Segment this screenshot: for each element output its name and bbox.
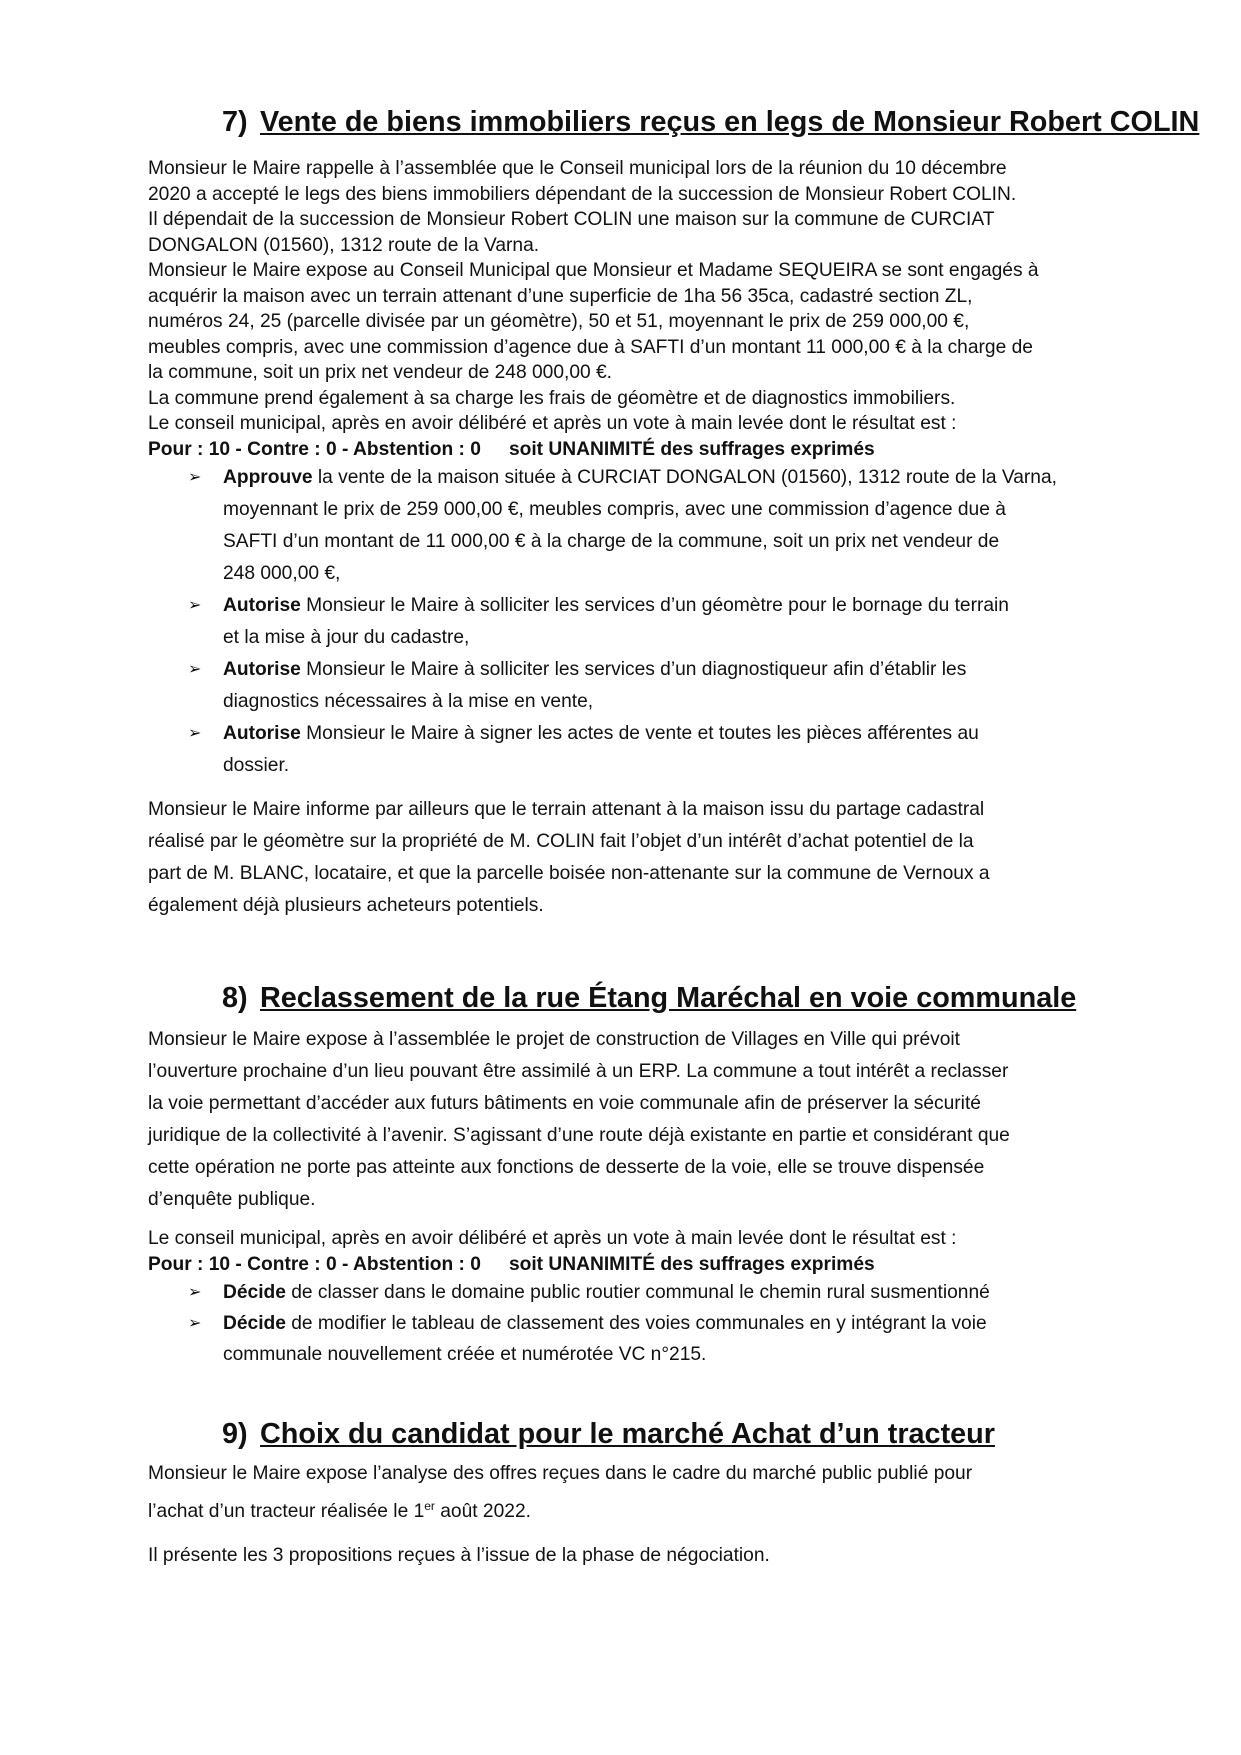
decision-item (188, 654, 1108, 718)
section-number: 9) (222, 1418, 248, 1450)
text-fragment: l’achat d’un tracteur réalisée le 1 (148, 1501, 425, 1522)
text-line: Le conseil municipal, après en avoir délibéré et après un vote à main levée dont le résultat est : (148, 413, 957, 434)
arrowhead-bullet-icon: ➢ (188, 597, 202, 614)
decision-text: SAFTI d’un montant de 11 000,00 € à la charge de la commune, soit un prix net vendeur de (223, 531, 1000, 552)
decision-text: de modifier le tableau de classement des voies communales en y intégrant la voie (285, 1313, 987, 1334)
decision-item (188, 1277, 1108, 1308)
text-line: cette opération ne porte pas atteinte aux fonctions de desserte de la voie, elle se trouve dispensée (148, 1157, 985, 1178)
section-title: Vente de biens immobiliers reçus en legs de Monsieur Robert COLIN (260, 106, 1200, 138)
vote-count: Pour : 10 - Contre : 0 - Abstention : 0 (148, 438, 481, 460)
decision-verb: Décide (223, 1282, 286, 1303)
decision-item (188, 590, 1108, 654)
decision-item (188, 1308, 1108, 1370)
decision-text: moyennant le prix de 259 000,00 €, meubles compris, avec une commission d’agence due à (223, 499, 1006, 520)
section-8-paragraph (148, 1024, 1108, 1216)
vote-result: soit UNANIMITÉ des suffrages exprimés (508, 438, 875, 460)
decision-text: communale nouvellement créée et numérotée VC n°215. (223, 1344, 707, 1365)
section-7-paragraph (148, 156, 1108, 437)
text-line: réalisé par le géomètre sur la propriété de M. COLIN fait l’objet d’un intérêt d’achat potentiel de la (148, 831, 974, 852)
vote-result-line (148, 1252, 1108, 1278)
text-fragment: août 2022. (434, 1501, 531, 1522)
decision-text: diagnostics nécessaires à la mise en vente, (223, 691, 594, 712)
document-page (148, 106, 1200, 1572)
section-7-heading (222, 106, 1200, 138)
text-line: l’ouverture prochaine d’un lieu pouvant être assimilé à un ERP. La commune a tout intérêt a reclasser (148, 1061, 1009, 1082)
text-line: acquérir la maison avec un terrain attenant d’une superficie de 1ha 56 35ca, cadastré section ZL, (148, 285, 973, 307)
arrowhead-bullet-icon: ➢ (188, 469, 202, 486)
text-line: DONGALON (01560), 1312 route de la Varna. (148, 234, 540, 256)
ordinal-superscript: er (424, 1499, 435, 1513)
arrowhead-bullet-icon: ➢ (188, 725, 202, 742)
decision-text: Monsieur le Maire à signer les actes de vente et toutes les pièces afférentes au (300, 723, 979, 744)
section-7-closing (148, 794, 1108, 922)
text-line: Monsieur le Maire informe par ailleurs que le terrain attenant à la maison issu du partage cadastral (148, 799, 985, 820)
text-line: Il présente les 3 propositions reçues à l’issue de la phase de négociation. (148, 1545, 770, 1566)
section-7-decisions (148, 462, 1108, 782)
section-title: Choix du candidat pour le marché Achat d’un tracteur (260, 1418, 995, 1450)
decision-text: de classer dans le domaine public routier communal le chemin rural susmentionné (285, 1282, 990, 1303)
decision-text: Monsieur le Maire à solliciter les services d’un géomètre pour le bornage du terrain (300, 595, 1009, 616)
text-line: Monsieur le Maire expose au Conseil Municipal que Monsieur et Madame SEQUEIRA se sont engagés à (148, 260, 1039, 281)
decision-text: Monsieur le Maire à solliciter les services d’un diagnostiqueur afin d’établir les (300, 659, 967, 680)
decision-text: la vente de la maison située à CURCIAT DONGALON (01560), 1312 route de la Varna, (312, 467, 1057, 488)
section-9-heading (222, 1420, 1108, 1448)
vote-result: soit UNANIMITÉ des suffrages exprimés (508, 1253, 875, 1275)
vote-result-line (148, 437, 1108, 463)
decision-text: dossier. (223, 755, 290, 776)
text-line: Monsieur le Maire expose à l’assemblée le projet de construction de Villages en Ville qui prévoit (148, 1029, 961, 1050)
decision-verb: Autorise (223, 659, 301, 680)
decision-verb: Autorise (223, 723, 301, 744)
section-number: 8) (222, 982, 248, 1014)
decision-verb: Autorise (223, 595, 301, 616)
decision-text: 248 000,00 €, (223, 563, 341, 584)
text-line: la commune, soit un prix net vendeur de 248 000,00 €. (148, 362, 612, 383)
section-8-decisions (148, 1277, 1108, 1370)
arrowhead-bullet-icon: ➢ (188, 1315, 202, 1332)
text-line (148, 1490, 1108, 1528)
decision-verb: Approuve (223, 467, 313, 488)
section-8-heading (222, 984, 1108, 1012)
arrowhead-bullet-icon: ➢ (188, 661, 202, 678)
text-line: Il dépendait de la succession de Monsieur Robert COLIN une maison sur la commune de CURCIAT (148, 209, 995, 230)
text-line: également déjà plusieurs acheteurs potentiels. (148, 895, 544, 916)
text-line: numéros 24, 25 (parcelle divisée par un géomètre), 50 et 51, moyennant le prix de 259 000,00 €, (148, 311, 970, 332)
text-line: Monsieur le Maire expose l’analyse des offres reçues dans le cadre du marché public publié pour (148, 1463, 973, 1484)
section-title: Reclassement de la rue Étang Maréchal en voie communale (260, 982, 1077, 1014)
decision-text: et la mise à jour du cadastre, (223, 627, 470, 648)
vote-intro: Le conseil municipal, après en avoir délibéré et après un vote à main levée dont le résultat est : (148, 1228, 957, 1249)
decision-verb: Décide (223, 1313, 286, 1334)
arrowhead-bullet-icon: ➢ (188, 1284, 202, 1301)
text-line: d’enquête publique. (148, 1189, 316, 1210)
text-line: part de M. BLANC, locataire, et que la parcelle boisée non-attenante sur la commune de Vernoux a (148, 863, 990, 884)
text-line: juridique de la collectivité à l’avenir. S’agissant d’une route déjà existante en partie et considérant que (148, 1125, 1010, 1146)
text-line: meubles compris, avec une commission d’agence due à SAFTI d’un montant 11 000,00 € à la charge de (148, 336, 1033, 358)
text-line: la voie permettant d’accéder aux futurs bâtiments en voie communale afin de préserver la sécurité (148, 1093, 981, 1114)
text-line: 2020 a accepté le legs des biens immobiliers dépendant de la succession de Monsieur Robert COLIN. (148, 183, 1017, 205)
vote-count: Pour : 10 - Contre : 0 - Abstention : 0 (148, 1253, 481, 1275)
decision-item (188, 462, 1108, 590)
section-number: 7) (222, 106, 248, 138)
text-line: La commune prend également à sa charge les frais de géomètre et de diagnostics immobiliers. (148, 387, 956, 409)
decision-item (188, 718, 1108, 782)
text-line: Monsieur le Maire rappelle à l’assemblée que le Conseil municipal lors de la réunion du 10 décembre (148, 158, 1007, 179)
